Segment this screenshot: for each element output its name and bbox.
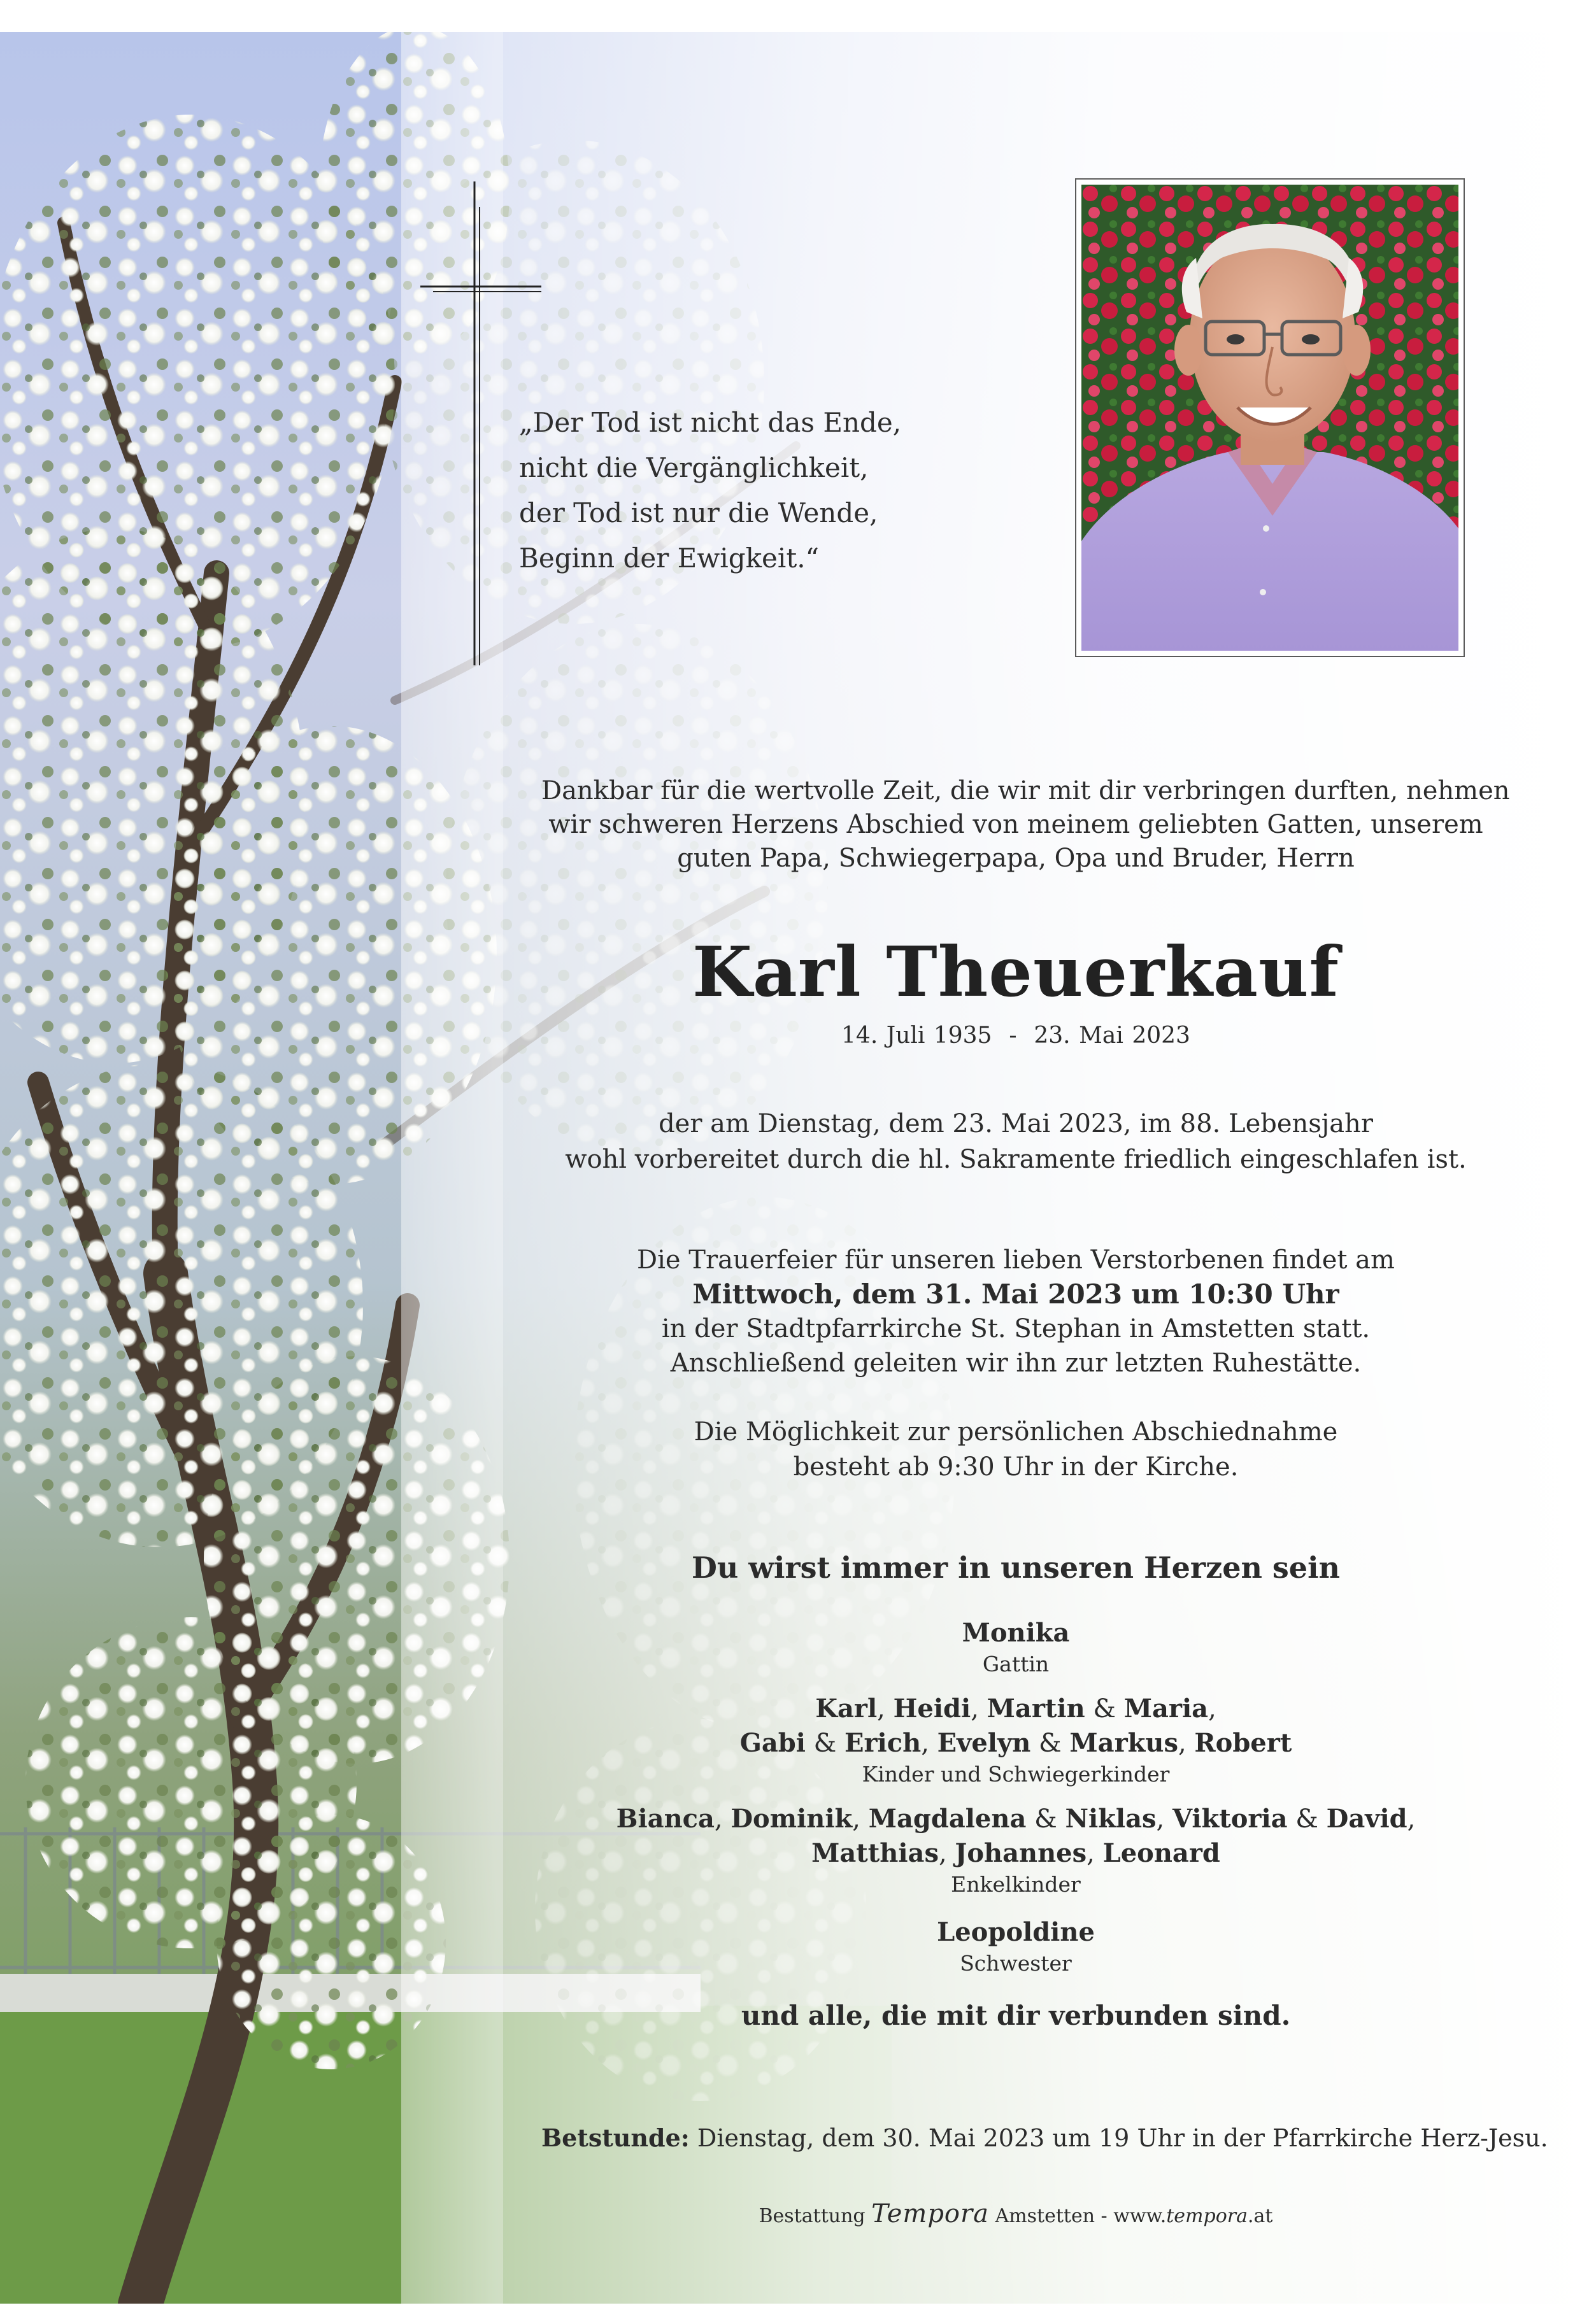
- spouse-role: Gattin: [982, 1652, 1050, 1676]
- spouse-name: Monika: [962, 1618, 1070, 1648]
- name-separator: ,: [1407, 1804, 1416, 1834]
- family-member-name: Bianca: [616, 1804, 715, 1834]
- name-separator: &: [1026, 1804, 1065, 1834]
- children-line-1: [541, 1692, 1490, 1726]
- viewing-line: besteht ab 9:30 Uhr in der Kirche.: [793, 1452, 1239, 1482]
- service-datetime: Mittwoch, dem 31. Mai 2023 um 10:30 Uhr: [692, 1279, 1339, 1310]
- funeral-home-logo-text: Tempora: [871, 2199, 989, 2228]
- family-member-name: Martin: [987, 1694, 1085, 1724]
- portrait-frame: [1075, 178, 1465, 657]
- funeral-home-footer: [541, 2200, 1490, 2230]
- quote-line: Beginn der Ewigkeit.“: [519, 542, 820, 574]
- name-separator: ,: [877, 1694, 894, 1724]
- family-member-name: Matthias: [811, 1838, 939, 1868]
- grandchildren-role: Enkelkinder: [951, 1872, 1081, 1897]
- grandchildren-line-1: [541, 1802, 1490, 1836]
- viewing-line: Die Möglichkeit zur persönlichen Abschiednahme: [694, 1417, 1338, 1447]
- name-separator: &: [805, 1729, 844, 1758]
- family-member-name: Robert: [1194, 1728, 1292, 1758]
- name-separator: ,: [1178, 1729, 1195, 1758]
- family-children: [541, 1692, 1490, 1789]
- death-notice: [541, 1106, 1490, 1177]
- motto-heading: Du wirst immer in unseren Herzen sein: [692, 1550, 1340, 1585]
- family-member-name: Markus: [1069, 1728, 1178, 1758]
- family-member-name: Gabi: [739, 1728, 806, 1758]
- name-separator: &: [1030, 1729, 1070, 1758]
- name-separator: ,: [1208, 1694, 1216, 1724]
- name-separator: ,: [1087, 1839, 1103, 1868]
- family-member-name: Dominik: [730, 1804, 853, 1834]
- family-member-name: Viktoria: [1172, 1804, 1288, 1834]
- intro-line: Dankbar für die wertvolle Zeit, die wir mit dir verbringen durften, nehmen: [541, 776, 1510, 805]
- family-sibling: [541, 1915, 1490, 1978]
- intro-text: [541, 774, 1510, 875]
- footer-url-brand: tempora: [1166, 2205, 1248, 2227]
- name-separator: ,: [1156, 1804, 1172, 1834]
- family-member-name: Evelyn: [937, 1728, 1031, 1758]
- footer-url-tld: .at: [1248, 2205, 1273, 2227]
- death-notice-line: wohl vorbereitet durch die hl. Sakramente friedlich eingeschlafen ist.: [565, 1145, 1467, 1174]
- grandchildren-line-2: [541, 1836, 1490, 1871]
- family-spouse: [541, 1616, 1490, 1678]
- family-member-name: Maria: [1123, 1694, 1209, 1724]
- portrait-photo: [1081, 185, 1458, 651]
- children-line-2: [541, 1726, 1490, 1761]
- prayer-hour: [541, 2122, 1548, 2155]
- family-member-name: Johannes: [955, 1838, 1087, 1868]
- quote-line: „Der Tod ist nicht das Ende,: [519, 407, 902, 438]
- service-line: Anschließend geleiten wir ihn zur letzten Ruhestätte.: [670, 1349, 1362, 1378]
- footer-prefix: Bestattung: [759, 2205, 872, 2227]
- footer-suffix: Amstetten - www.: [988, 2205, 1167, 2227]
- closing-line: und alle, die mit dir verbunden sind.: [741, 2000, 1291, 2031]
- funeral-service-info: [541, 1243, 1490, 1380]
- family-member-name: Karl: [815, 1694, 878, 1724]
- family-member-name: Magdalena: [868, 1804, 1027, 1834]
- name-separator: ,: [921, 1729, 937, 1758]
- name-separator: &: [1085, 1694, 1124, 1724]
- name-separator: ,: [971, 1694, 987, 1724]
- children-role: Kinder und Schwiegerkinder: [862, 1762, 1170, 1787]
- prayer-text: Dienstag, dem 30. Mai 2023 um 19 Uhr in der Pfarrkirche Herz-Jesu.: [689, 2124, 1548, 2152]
- family-member-name: Heidi: [893, 1694, 971, 1724]
- name-separator: ,: [938, 1839, 955, 1868]
- quote-line: nicht die Vergänglichkeit,: [519, 452, 869, 483]
- sibling-name: Leopoldine: [937, 1917, 1095, 1947]
- service-line: in der Stadtpfarrkirche St. Stephan in Amstetten statt.: [661, 1314, 1371, 1343]
- name-separator: ,: [714, 1804, 731, 1834]
- family-grandchildren: [541, 1802, 1490, 1899]
- quote-line: der Tod ist nur die Wende,: [519, 497, 878, 528]
- deceased-name: Karl Theuerkauf: [692, 932, 1339, 1012]
- family-member-name: Niklas: [1065, 1804, 1157, 1834]
- sibling-role: Schwester: [960, 1951, 1072, 1976]
- name-separator: &: [1287, 1804, 1327, 1834]
- name-separator: ,: [852, 1804, 869, 1834]
- death-notice-line: der am Dienstag, dem 23. Mai 2023, im 88. Lebensjahr: [659, 1109, 1373, 1138]
- quote-block: [519, 400, 965, 581]
- family-member-name: Leonard: [1102, 1838, 1220, 1868]
- viewing-info: [541, 1415, 1490, 1485]
- prayer-label: Betstunde:: [541, 2123, 690, 2152]
- service-line: Die Trauerfeier für unseren lieben Verstorbenen findet am: [637, 1245, 1395, 1275]
- family-member-name: Erich: [844, 1728, 922, 1758]
- life-dates: 14. Juli 1935 - 23. Mai 2023: [841, 1023, 1190, 1049]
- intro-line: guten Papa, Schwiegerpapa, Opa und Bruder, Herrn: [677, 844, 1355, 873]
- family-member-name: David: [1326, 1804, 1407, 1834]
- intro-line: wir schweren Herzens Abschied von meinem geliebten Gatten, unserem: [548, 810, 1483, 839]
